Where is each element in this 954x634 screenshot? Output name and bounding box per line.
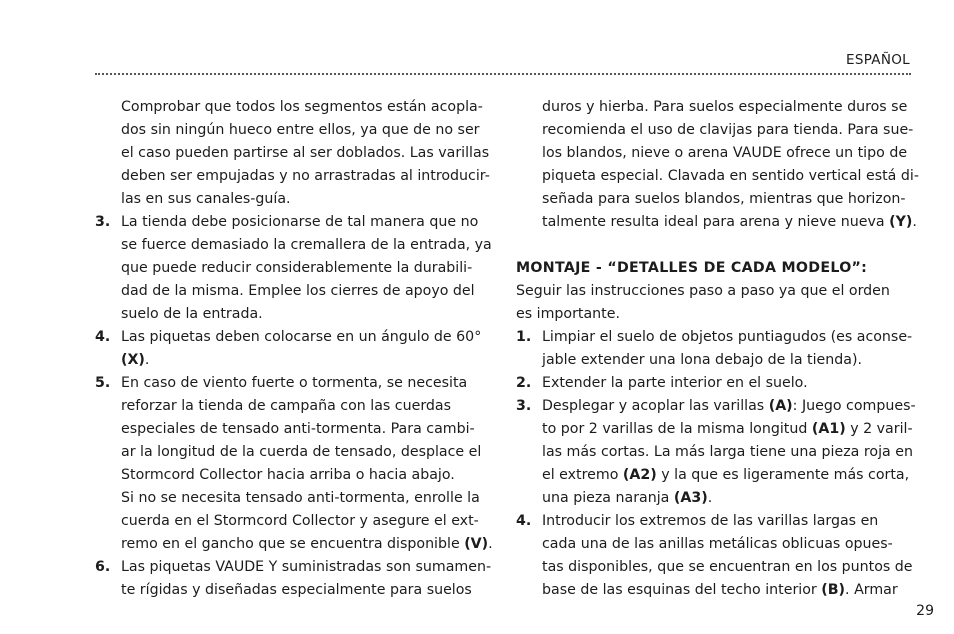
list-number: 1. <box>516 329 532 345</box>
text-span: y la que es ligeramente más corta, <box>656 467 910 483</box>
text-line: cuerda en el Stormcord Collector y asegure el ext- <box>121 513 479 529</box>
text-span: . Armar <box>845 582 898 598</box>
text-span: : Juego compues- <box>792 398 916 414</box>
text-line: remo en el gancho que se encuentra disponible <box>121 536 460 552</box>
figure-ref: (A2) <box>622 467 657 483</box>
figure-ref: (Y) <box>889 214 913 230</box>
list-number: 2. <box>516 375 532 391</box>
list-item-5 <box>95 372 495 556</box>
text-line: jable extender una lona debajo de la tienda). <box>542 352 862 368</box>
section-intro-line: es importante. <box>516 306 620 322</box>
figure-ref: (V) <box>464 536 489 552</box>
text-line: te rígidas y diseñadas especialmente para suelos <box>121 582 472 598</box>
figure-ref: (A1) <box>811 421 846 437</box>
right-column <box>516 96 919 602</box>
section-title: MONTAJE - “DETALLES DE CADA MODELO”: <box>516 260 868 276</box>
section-intro-line: Seguir las instrucciones paso a paso ya que el orden <box>516 283 890 299</box>
text-line: Las piquetas deben colocarse en un ángulo de 60° <box>121 329 482 345</box>
text-line: duros y hierba. Para suelos especialmente duros se <box>542 99 908 115</box>
list-item-3 <box>516 395 916 510</box>
list-number: 4. <box>516 513 532 529</box>
figure-ref: (X) <box>121 352 145 368</box>
text-line: Limpiar el suelo de objetos puntiagudos (es aconse- <box>542 329 913 345</box>
text-span: y 2 varil- <box>845 421 913 437</box>
text-span: el extremo <box>542 467 623 483</box>
text-line: que puede reducir considerablemente la durabili- <box>121 260 473 276</box>
list-number: 3. <box>95 214 111 230</box>
punct: . <box>488 536 493 552</box>
list-item-4 <box>516 510 916 602</box>
list-item-4 <box>95 326 495 372</box>
text-line: talmente resulta ideal para arena y nieve nueva <box>542 214 885 230</box>
text-line: tas disponibles, que se encuentran en los puntos de <box>542 559 913 575</box>
text-line: deben ser empujadas y no arrastradas al introducir- <box>121 168 490 184</box>
list-item-2 <box>516 372 916 395</box>
text-span: Desplegar y acoplar las varillas <box>542 398 769 414</box>
text-line: Extender la parte interior en el suelo. <box>542 375 808 391</box>
list-number: 4. <box>95 329 111 345</box>
text-line: Introducir los extremos de las varillas largas en <box>542 513 879 529</box>
language-header: ESPAÑOL <box>846 52 910 68</box>
list-item-6 <box>95 556 495 602</box>
text-line: Stormcord Collector hacia arriba o hacia abajo. <box>121 467 455 483</box>
text-line: dad de la misma. Emplee los cierres de apoyo del <box>121 283 475 299</box>
text-span: base de las esquinas del techo interior <box>542 582 822 598</box>
text-line: señada para suelos blandos, mientras que horizon- <box>542 191 906 207</box>
dotted-rule <box>95 73 911 75</box>
text-line: suelo de la entrada. <box>121 306 263 322</box>
text-line: cada una de las anillas metálicas oblicuas opues- <box>542 536 893 552</box>
list-number: 6. <box>95 559 111 575</box>
text-line: las más cortas. La más larga tiene una pieza roja en <box>542 444 913 460</box>
punct: . <box>144 352 150 368</box>
figure-ref: (A) <box>768 398 793 414</box>
text-line: dos sin ningún hueco entre ellos, ya que de no ser <box>121 122 480 138</box>
text-span: una pieza naranja <box>542 490 674 506</box>
punct: . <box>707 490 713 506</box>
text-line: Las piquetas VAUDE Y suministradas son sumamen- <box>121 559 492 575</box>
text-line: los blandos, nieve o arena VAUDE ofrece un tipo de <box>542 145 908 161</box>
figure-ref: (A3) <box>673 490 708 506</box>
text-line: piqueta especial. Clavada en sentido vertical está di- <box>542 168 919 184</box>
punct: . <box>912 214 917 230</box>
list-number: 3. <box>516 398 532 414</box>
text-line: especiales de tensado anti-tormenta. Para cambi- <box>121 421 475 437</box>
figure-ref: (B) <box>821 582 846 598</box>
text-line: recomienda el uso de clavijas para tienda. Para sue- <box>542 122 914 138</box>
text-line: ar la longitud de la cuerda de tensado, desplace el <box>121 444 482 460</box>
text-line: el caso pueden partirse al ser doblados. Las varillas <box>121 145 490 161</box>
list-item-1 <box>516 326 916 372</box>
text-line: se fuerce demasiado la cremallera de la entrada, ya <box>121 237 492 253</box>
text-line: La tienda debe posicionarse de tal manera que no <box>121 214 479 230</box>
text-line: Comprobar que todos los segmentos están acopla- <box>121 99 483 115</box>
text-line: Si no se necesita tensado anti-tormenta, enrolle la <box>121 490 480 506</box>
text-line: reforzar la tienda de campaña con las cuerdas <box>121 398 451 414</box>
list-number: 5. <box>95 375 111 391</box>
text-line: las en sus canales-guía. <box>121 191 291 207</box>
left-column <box>95 96 495 602</box>
text-line: En caso de viento fuerte o tormenta, se necesita <box>121 375 468 391</box>
page-number: 29 <box>916 603 934 619</box>
list-item-3 <box>95 211 495 326</box>
text-span: to por 2 varillas de la misma longitud <box>542 421 812 437</box>
